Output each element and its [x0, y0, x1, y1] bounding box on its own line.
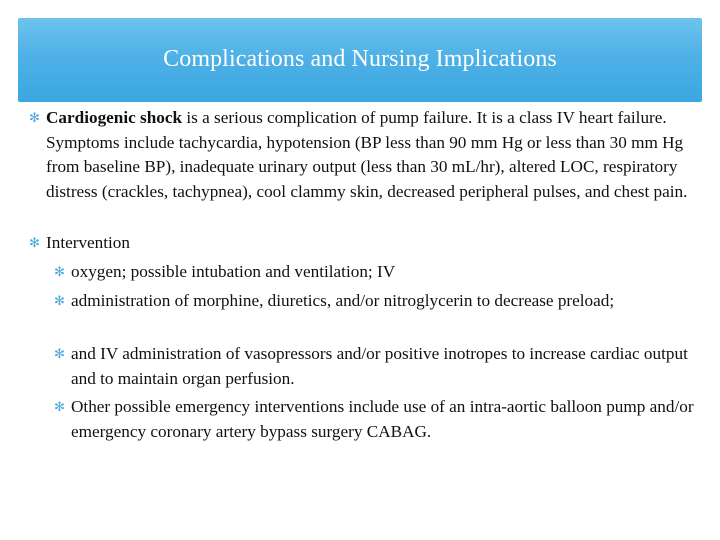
bullet-text	[46, 106, 694, 204]
sub-bullet-oxygen	[54, 260, 696, 285]
bullet-icon: ✻	[54, 346, 65, 361]
bullet-icon: ✻	[29, 235, 40, 250]
sub-bullet-morphine	[54, 289, 696, 314]
bullet-text: administration of morphine, diuretics, and/or nitroglycerin to decrease preload;	[71, 291, 615, 310]
bullet-icon: ✻	[54, 399, 65, 414]
bullet-text: and IV administration of vasopressors and/or positive inotropes to increase cardiac output and to maintain organ perfusion.	[71, 344, 688, 388]
slide-title: Complications and Nursing Implications	[163, 46, 557, 72]
sub-bullet-other-interventions	[54, 395, 696, 444]
bold-term: Cardiogenic shock	[46, 108, 183, 127]
bullet-intervention	[29, 231, 694, 256]
bullet-icon: ✻	[54, 293, 65, 308]
bullet-body: is a serious complication of pump failure. It is a class IV heart failure. Symptoms include tachycardia, hypotension (BP less than 90 mm Hg or less than 30 mm Hg from baseline BP), inadequate urinary output (less than 30 mL/hr), altered LOC, respiratory distress (crackles, tachypnea), cool clammy skin, decreased peripheral pulses, and chest pain.	[46, 108, 688, 201]
bullet-cardiogenic-shock	[29, 106, 694, 204]
sub-bullet-vasopressors	[54, 342, 696, 391]
bullet-text: Other possible emergency interventions include use of an intra-aortic balloon pump and/or emergency coronary artery bypass surgery CABAG.	[71, 397, 694, 441]
bullet-icon: ✻	[54, 264, 65, 279]
bullet-text: oxygen; possible intubation and ventilation; IV	[71, 262, 396, 281]
bullet-icon: ✻	[29, 110, 40, 125]
bullet-text: Intervention	[46, 233, 130, 252]
